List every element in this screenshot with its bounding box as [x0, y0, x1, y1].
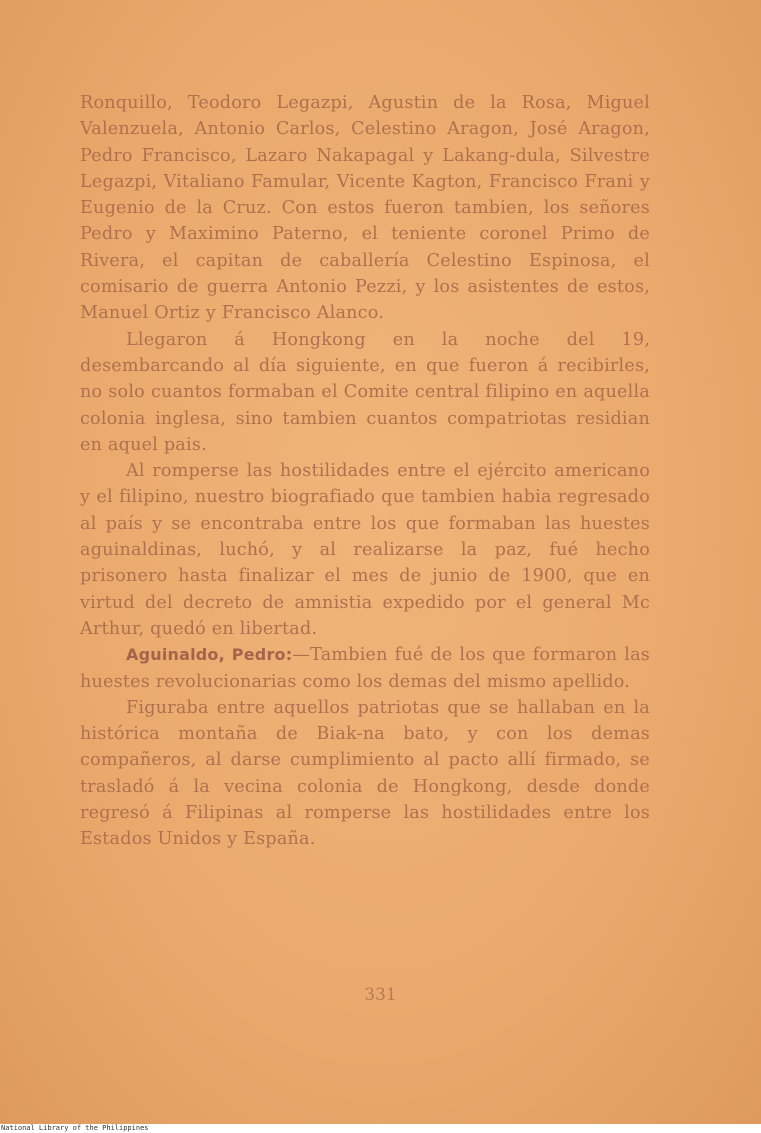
paragraph-3: Al romperse las hostilidades entre el ejército americano y el filipino, nuestro biografiado que tambien habia regresado al país y se encontraba entre los que formaban las huestes aguinaldinas, luchó, y al realizarse la paz, fué hecho prisonero hasta finalizar el mes de junio de 1900, que en virtud del decreto de amnistia expedido por el general Mc Arthur, quedó en libertad. [80, 461, 650, 639]
footer-bar [0, 1124, 761, 1133]
entry-paragraph [80, 642, 650, 695]
paragraph-2: Llegaron á Hongkong en la noche del 19, desembarcando al día siguiente, en que fueron á recibirles, no solo cuantos formaban el Comite central filipino en aquella colonia inglesa, sino tambien cuantos compatriotas residian en aquel pais. [80, 329, 650, 455]
paragraph-5: Figuraba entre aquellos patriotas que se hallaban en la histórica montaña de Biak-na bato, y con los demas compañeros, al darse cumplimiento al pacto allí firmado, se trasladó á la vecina colonia de Hongkong, desde donde regresó á Filipinas al romperse las hostilidades entre los Estados Unidos y España. [80, 697, 650, 850]
paragraph-1: Ronquillo, Teodoro Legazpi, Agustin de la Rosa, Miguel Valenzuela, Antonio Carlos, Celestino Aragon, José Aragon, Pedro Francisco, Lazaro Nakapagal y Lakang-dula, Silvestre Legazpi, Vitaliano Famular, Vicente Kagton, Francisco Frani y Eugenio de la Cruz. Con estos fueron tambien, los señores Pedro y Maximino Paterno, el teniente coronel Primo de Rivera, el capitan de caballería Celestino Espinosa, el comisario de guerra Antonio Pezzi, y los asistentes de estos, Manuel Ortiz y Francisco Alanco. [80, 93, 650, 324]
entry-heading: Aguinaldo, Pedro: [126, 645, 293, 665]
body-text [80, 90, 650, 853]
entry-text: —Tambien fué de los que formaron las huestes revolucionarias como los demas del mismo apellido. [80, 645, 650, 692]
page-number: 331 [364, 985, 397, 1005]
footer-credit: National Library of the Philippines [1, 1124, 149, 1132]
